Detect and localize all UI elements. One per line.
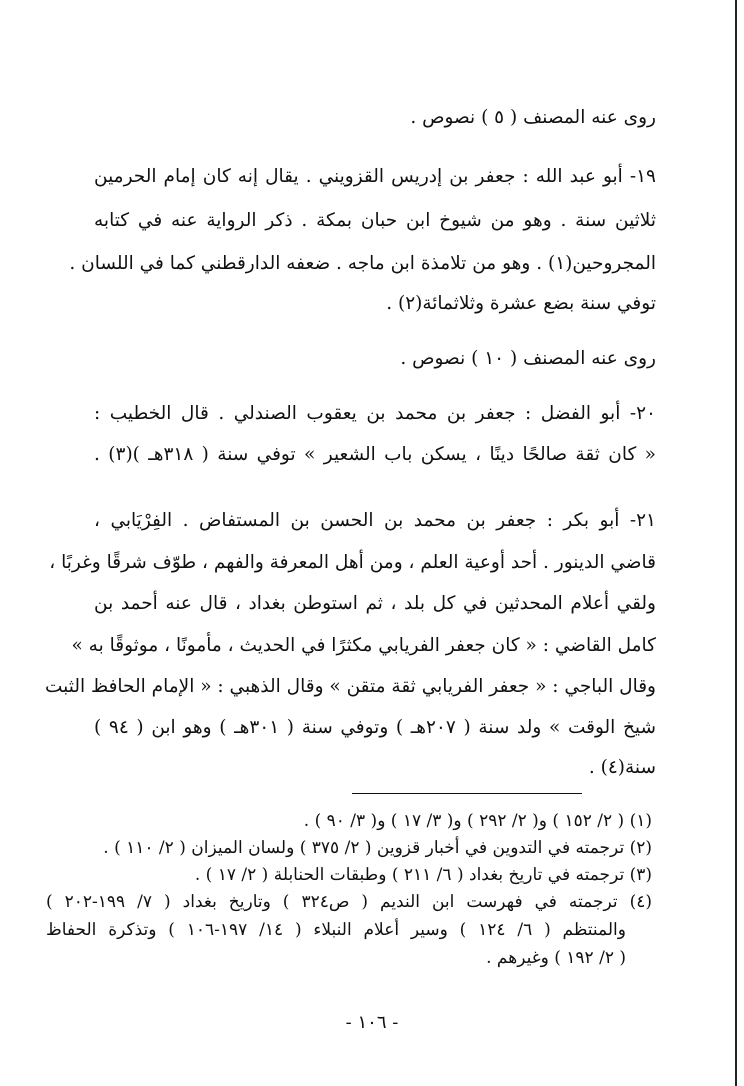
footnote: (٢) ترجمته في التدوين في أخبار قزوين ( ٢/ ٣٧٥ ) ولسان الميزان ( ٢/ ١١٠ ) . — [103, 838, 652, 858]
entry-line: قاضي الدينور . أحد أوعية العلم ، ومن أهل المعرفة والفهم ، طوّف شرقًا وغربًا ، — [49, 552, 656, 573]
footnote: (١) ( ٢/ ١٥٢ ) و( ٢/ ٢٩٢ ) و( ٣/ ١٧ ) و( ٣/ ٩٠ ) . — [303, 811, 652, 831]
entry-line: ولقي أعلام المحدثين في كل بلد ، ثم استوطن بغداد ، قال عنه أحمد بن — [94, 593, 656, 614]
page-number: - ١٠٦ - — [345, 1012, 399, 1033]
footnote: (٤) ترجمته في فهرست ابن النديم ( ص٣٢٤ ) وتاريخ بغداد ( ٧/ ١٩٩-٢٠٢ ) — [46, 892, 653, 912]
entry-line: كامل القاضي : « كان جعفر الفريابي مكثرًا في الحديث ، مأمونًا ، موثوقًا به » — [71, 635, 656, 656]
entry-line: توفي سنة بضع عشرة وثلاثمائة(٢) . — [386, 293, 656, 314]
entry-line: ٢١- أبو بكر : جعفر بن محمد بن الحسن بن المستفاض . الفِرْيَابي ، — [94, 510, 656, 531]
entry-line: « كان ثقة صالحًا دينًا ، يسكن باب الشعير » توفي سنة ( ٣١٨هـ )(٣) . — [94, 444, 656, 465]
entry-line: سنة(٤) . — [588, 757, 656, 778]
footnote: (٣) ترجمته في تاريخ بغداد ( ٦/ ٢١١ ) وطبقات الحنابلة ( ٢/ ١٧ ) . — [194, 865, 652, 885]
entry-line: وقال الباجي : « جعفر الفريابي ثقة متقن » وقال الذهبي : « الإمام الحافظ الثبت — [45, 676, 656, 697]
narration-count-line: روى عنه المصنف ( ١٠ ) نصوص . — [400, 348, 656, 369]
entry-line: ثلاثين سنة . وهو من شيوخ ابن حبان بمكة . ذكر الرواية عنه في كتابه — [94, 210, 656, 231]
entry-line: المجروحين(١) . وهو من تلامذة ابن ماجه . ضعفه الدارقطني كما في اللسان . — [69, 253, 656, 274]
entry-line: شيخ الوقت » ولد سنة ( ٢٠٧هـ ) وتوفي سنة ( ٣٠١هـ ) وهو ابن ( ٩٤ ) — [94, 717, 656, 738]
footnote-separator — [352, 793, 582, 794]
entry-line: ٢٠- أبو الفضل : جعفر بن محمد بن يعقوب الصندلي . قال الخطيب : — [94, 403, 656, 424]
footnote-continuation: ( ٢/ ١٩٢ ) وغيرهم . — [486, 948, 626, 968]
footnote-continuation: والمنتظم ( ٦/ ١٢٤ ) وسير أعلام النبلاء ( ١٤/ ١٩٧-١٠٦ ) وتذكرة الحفاظ — [46, 920, 626, 940]
narration-count-line: روى عنه المصنف ( ٥ ) نصوص . — [410, 107, 656, 128]
entry-line: ١٩- أبو عبد الله : جعفر بن إدريس القزويني . يقال إنه كان إمام الحرمين — [94, 166, 656, 187]
